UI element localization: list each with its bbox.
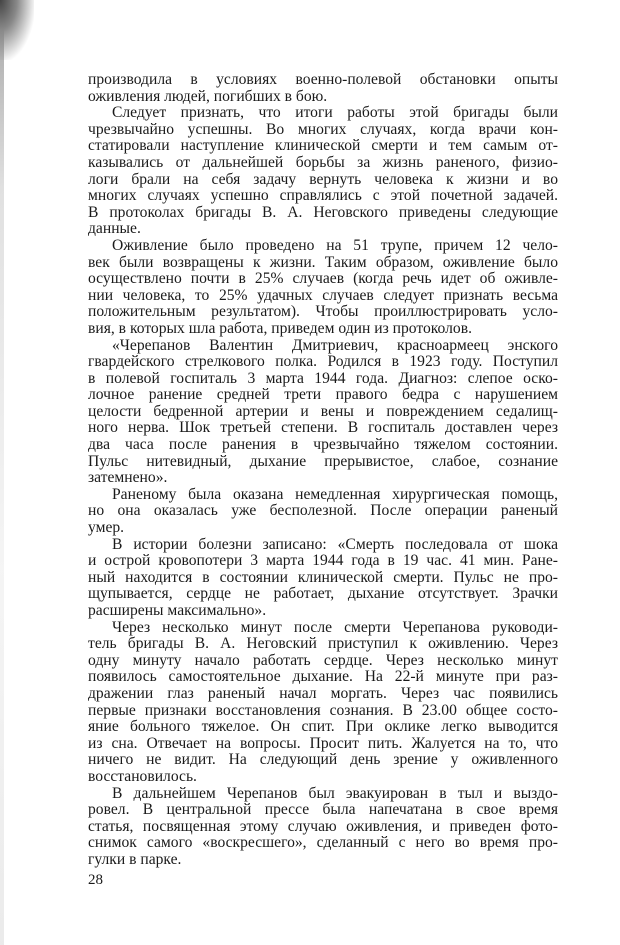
paragraph (88, 487, 558, 537)
paragraph (88, 338, 558, 487)
text-line: ничего не видит. На следующий день зрение у оживленного (88, 751, 558, 769)
text-line: лочное ранение средней трети правого бедра с нарушением (88, 386, 558, 404)
text-line: Раненому была оказана немедленная хирургическая помощь, (112, 485, 558, 503)
text-line: век были возвращены к жизни. Таким образом, оживление было (88, 253, 558, 271)
text-line: ного нерва. Шок третьей степени. В госпиталь доставлен через (88, 419, 558, 437)
text-line: умер. (88, 519, 125, 537)
text-line: щупывается, сердце не работает, дыхание отсутствует. Зрачки (88, 585, 558, 603)
scan-corner-smudge (0, 0, 34, 60)
page-number: 28 (88, 872, 103, 888)
text-line: статья, посвященная этому случаю оживления, и приведен фото- (88, 817, 558, 835)
text-line: нии человека, то 25% удачных случаев следует признать весьма (88, 286, 558, 304)
text-line: казывались от дальнейшей борьбы за жизнь раненого, физио- (88, 153, 558, 171)
text-line: в полевой госпиталь 3 марта 1944 года. Диагноз: слепое оско- (88, 369, 558, 387)
body-text (88, 72, 558, 869)
text-line: появилось самостоятельное дыхание. На 22-й минуте при раз- (88, 668, 558, 686)
text-line: первые признаки восстановления сознания. В 23.00 общее состо- (88, 701, 558, 719)
text-line: целости бедренной артерии и вены и повреждением седалищ- (88, 402, 558, 420)
text-line: восстановилось. (88, 767, 197, 785)
text-line: оживления людей, погибших в бою. (88, 87, 328, 105)
scan-edge-shadow (0, 0, 4, 945)
text-line: В протоколах бригады В. А. Неговского приведены следующие (88, 203, 558, 221)
paragraph (88, 105, 558, 238)
text-line: ный находится в состоянии клинической смерти. Пульс не про- (88, 568, 558, 586)
text-line: Пульс нитевидный, дыхание прерывистое, слабое, сознание (88, 452, 558, 470)
paragraph (88, 786, 558, 869)
text-line: статировали наступление клинической смерти и тем самым от- (88, 137, 558, 155)
text-line: яние больного тяжелое. Он спит. При оклике легко выводится (88, 718, 558, 736)
text-line: многих случаях успешно справлялись с этой почетной задачей. (88, 187, 558, 205)
text-line: и острой кровопотери 3 марта 1944 года в 19 час. 41 мин. Ране- (88, 552, 558, 570)
text-line: одну минуту начало работать сердце. Через несколько минут (88, 651, 558, 669)
text-line: гвардейского стрелкового полка. Родился в 1923 году. Поступил (88, 353, 558, 371)
text-line: В дальнейшем Черепанов был эвакуирован в тыл и выздо- (112, 784, 558, 802)
text-line: дражении глаз раненый начал моргать. Через час появились (88, 684, 558, 702)
paragraph (88, 72, 558, 105)
text-line: вия, в которых шла работа, приведем один из протоколов. (88, 319, 472, 337)
text-line: расширены максимально». (88, 602, 267, 619)
text-line: «Черепанов Валентин Дмитриевич, красноармеец энского (112, 336, 558, 354)
text-line: но она оказалась уже бесполезной. После операции раненый (88, 502, 558, 520)
text-line: гулки в парке. (88, 850, 182, 868)
paragraph (88, 620, 558, 786)
paragraph (88, 238, 558, 338)
paragraph (88, 537, 558, 620)
text-line: затемнено». (88, 469, 168, 487)
text-line: В истории болезни записано: «Смерть последовала от шока (112, 535, 558, 553)
text-line: Через несколько минут после смерти Черепанова руководи- (112, 618, 558, 636)
text-line: снимок самого «воскресшего», сделанный с него во время про- (88, 834, 558, 852)
text-line: осуществлено почти в 25% случаев (когда речь идет об оживле- (88, 270, 558, 288)
text-line: ровел. В центральной прессе была напечатана в свое время (88, 801, 558, 819)
text-line: из сна. Отвечает на вопросы. Просит пить. Жалуется на то, что (88, 734, 558, 752)
text-line: чрезвычайно успешны. Во многих случаях, когда врачи кон- (88, 120, 558, 138)
text-line: Следует признать, что итоги работы этой бригады были (112, 104, 558, 122)
text-line: производила в условиях военно-полевой обстановки опыты (88, 71, 558, 88)
text-line: положительным результатом). Чтобы проиллюстрировать усло- (88, 303, 558, 321)
text-line: данные. (88, 220, 141, 238)
text-line: два часа после ранения в чрезвычайно тяжелом состоянии. (88, 436, 558, 454)
text-line: тель бригады В. А. Неговский приступил к оживлению. Через (88, 635, 558, 653)
text-line: Оживление было проведено на 51 трупе, причем 12 чело- (112, 236, 558, 254)
text-line: логи брали на себя задачу вернуть человека к жизни и во (88, 170, 558, 188)
